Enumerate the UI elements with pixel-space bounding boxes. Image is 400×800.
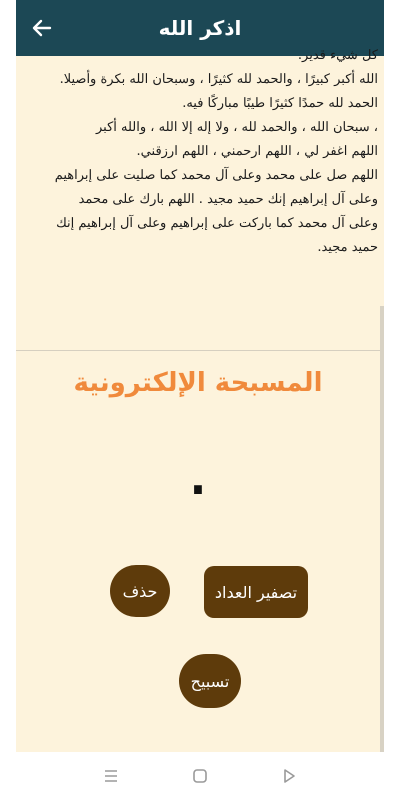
dhikr-text-area[interactable] <box>16 48 384 306</box>
triangle-back-icon[interactable] <box>279 766 299 786</box>
arrow-left-icon[interactable] <box>30 16 54 40</box>
tasbeeh-button[interactable]: تسبيح <box>179 654 241 708</box>
reset-counter-button[interactable]: تصفير العداد <box>204 566 308 618</box>
dhikr-line: اللهم صل على محمد وعلى آل محمد كما صليت على إبراهيم <box>54 168 378 183</box>
scrollbar[interactable] <box>380 306 384 752</box>
delete-button[interactable]: حذف <box>110 565 170 617</box>
square-home-icon[interactable] <box>190 766 210 786</box>
menu-lines-icon[interactable] <box>101 766 121 786</box>
dhikr-line: حميد مجيد. <box>317 240 378 255</box>
dhikr-line: ، سبحان الله ، والحمد لله ، ولا إله إلا الله ، والله أكبر <box>95 120 378 135</box>
section-divider <box>16 350 380 351</box>
app-screen <box>16 0 384 752</box>
counter-value: ٠ <box>178 443 218 527</box>
dhikr-line: الله أكبر كبيرًا ، والحمد لله كثيرًا ، وسبحان الله بكرة وأصيلا. <box>59 72 378 87</box>
dhikr-line: كل شيء قدير. <box>297 48 378 63</box>
system-navigation-bar <box>0 752 400 800</box>
dhikr-line: وعلى آل إبراهيم إنك حميد مجيد . اللهم بارك على محمد <box>78 192 378 207</box>
dhikr-line: الحمد لله حمدًا كثيرًا طيبًا مباركًا فيه. <box>182 96 378 111</box>
dhikr-line: اللهم اغفر لي ، اللهم ارحمني ، اللهم ارزقني. <box>136 144 378 159</box>
page-title: اذكر الله <box>158 16 242 40</box>
dhikr-line: وعلى آل محمد كما باركت على إبراهيم وعلى آل إبراهيم إنك <box>56 216 378 231</box>
counter-title: المسبحة الإلكترونية <box>73 368 323 398</box>
